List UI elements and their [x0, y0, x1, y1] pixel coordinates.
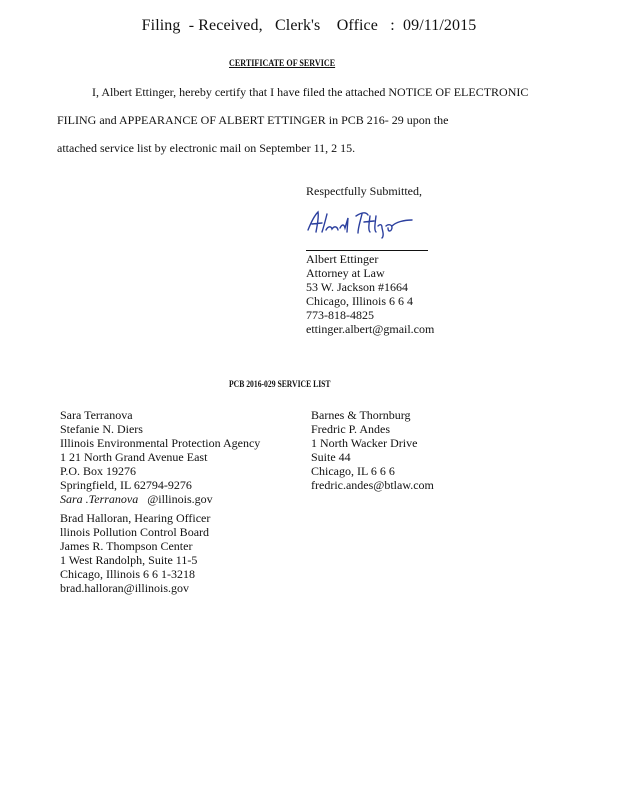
stamp-filing: Filing — [141, 17, 181, 34]
address-line: Chicago, Illinois 6 6 1-3218 — [60, 567, 195, 581]
signer-address-2: Chicago, Illinois 6 6 4 — [306, 294, 413, 308]
email-name: Sara .Terranova — [60, 492, 139, 506]
address-line: James R. Thompson Center — [60, 539, 193, 553]
address-line: 1 21 North Grand Avenue East — [60, 450, 208, 464]
signature-rule — [306, 250, 428, 251]
address-line: 1 North Wacker Drive — [311, 436, 418, 450]
address-line: Sara Terranova — [60, 408, 133, 422]
service-list-title: PCB 2016-029 SERVICE LIST — [229, 379, 331, 389]
signer-email: ettinger.albert@gmail.com — [306, 322, 435, 336]
stamp-colon: : — [390, 17, 395, 34]
stamp-office: Office — [336, 17, 378, 34]
address-line: P.O. Box 19276 — [60, 464, 137, 478]
address-line: Fredric P. Andes — [311, 422, 390, 436]
address-email — [60, 492, 260, 506]
address-line: brad.halloran@illinois.gov — [60, 581, 190, 595]
address-line: 1 West Randolph, Suite 11-5 — [60, 553, 198, 567]
address-line: Barnes & Thornburg — [311, 408, 411, 422]
service-address-pcb — [60, 511, 210, 595]
certificate-title: CERTIFICATE OF SERVICE — [229, 58, 336, 68]
email-domain: @illinois.gov — [147, 492, 213, 506]
certificate-line-2: FILING and APPEARANCE OF ALBERT ETTINGER in PCB 216- 29 upon the — [57, 113, 449, 127]
filing-stamp-header — [0, 17, 618, 35]
address-line: Stefanie N. Diers — [60, 422, 143, 436]
address-line: Springfield, IL 62794-9276 — [60, 478, 192, 492]
stamp-dash: - — [188, 17, 195, 34]
handwritten-signature — [304, 206, 416, 240]
address-line: Brad Halloran, Hearing Officer — [60, 511, 211, 525]
certificate-line-3: attached service list by electronic mail on September 11, 2 15. — [57, 141, 356, 155]
certificate-line-1: I, Albert Ettinger, hereby certify that I have filed the attached NOTICE OF ELECTRONIC — [92, 85, 529, 99]
signer-name: Albert Ettinger — [306, 252, 379, 266]
signer-phone: 773-818-4825 — [306, 308, 374, 322]
address-line: llinois Pollution Control Board — [60, 525, 210, 539]
address-line: fredric.andes@btlaw.com — [311, 478, 434, 492]
closing-text: Respectfully Submitted, — [306, 184, 422, 198]
signer-address-1: 53 W. Jackson #1664 — [306, 280, 408, 294]
address-line: Chicago, IL 6 6 6 — [311, 464, 395, 478]
address-line: Illinois Environmental Protection Agency — [60, 436, 261, 450]
address-line: Suite 44 — [311, 450, 351, 464]
stamp-received: Received, — [198, 17, 263, 34]
service-address-barnes — [311, 408, 434, 492]
signer-title: Attorney at Law — [306, 266, 385, 280]
stamp-date: 09/11/2015 — [403, 17, 477, 34]
service-address-iepa — [60, 408, 260, 506]
stamp-clerks: Clerk's — [275, 17, 321, 34]
